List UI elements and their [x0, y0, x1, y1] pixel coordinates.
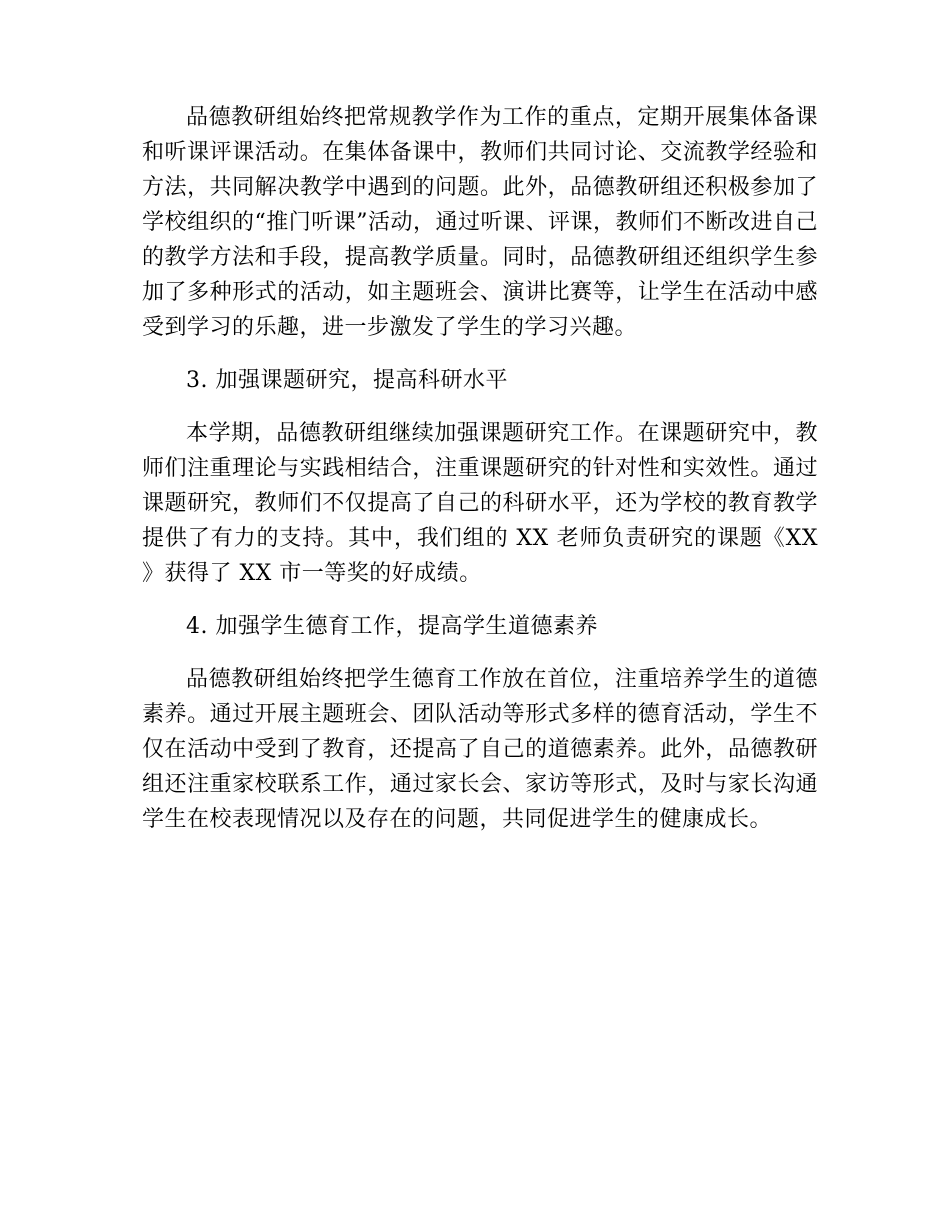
document-page	[142, 100, 818, 855]
paragraph-moral-education: 品德教研组始终把学生德育工作放在首位，注重培养学生的道德素养。通过开展主题班会、团队活动等形式多样的德育活动，学生不仅在活动中受到了教育，还提高了自己的道德素养。此外，品德教研组还注重家校联系工作，通过家长会、家访等形式，及时与家长沟通学生在校表现情况以及存在的问题，共同促进学生的健康成长。	[142, 667, 818, 832]
section-heading-moral-education: 4. 加强学生德育工作，提高学生道德素养	[186, 614, 598, 639]
section-heading-research: 3. 加强课题研究，提高科研水平	[186, 368, 508, 393]
paragraph-research: 本学期，品德教研组继续加强课题研究工作。在课题研究中，教师们注重理论与实践相结合，注重课题研究的针对性和实效性。通过课题研究，教师们不仅提高了自己的科研水平，还为学校的教育教学提供了有力的支持。其中，我们组的 XX 老师负责研究的课题《XX 》获得了 XX 市一等奖的好成绩。	[142, 421, 818, 586]
paragraph-regular-teaching: 品德教研组始终把常规教学作为工作的重点，定期开展集体备课和听课评课活动。在集体备课中，教师们共同讨论、交流教学经验和方法，共同解决教学中遇到的问题。此外，品德教研组还积极参加了学校组织的“推门听课”活动，通过听课、评课，教师们不断改进自己的教学方法和手段，提高教学质量。同时，品德教研组还组织学生参加了多种形式的活动，如主题班会、演讲比赛等，让学生在活动中感受到学习的乐趣，进一步激发了学生的学习兴趣。	[142, 105, 818, 340]
